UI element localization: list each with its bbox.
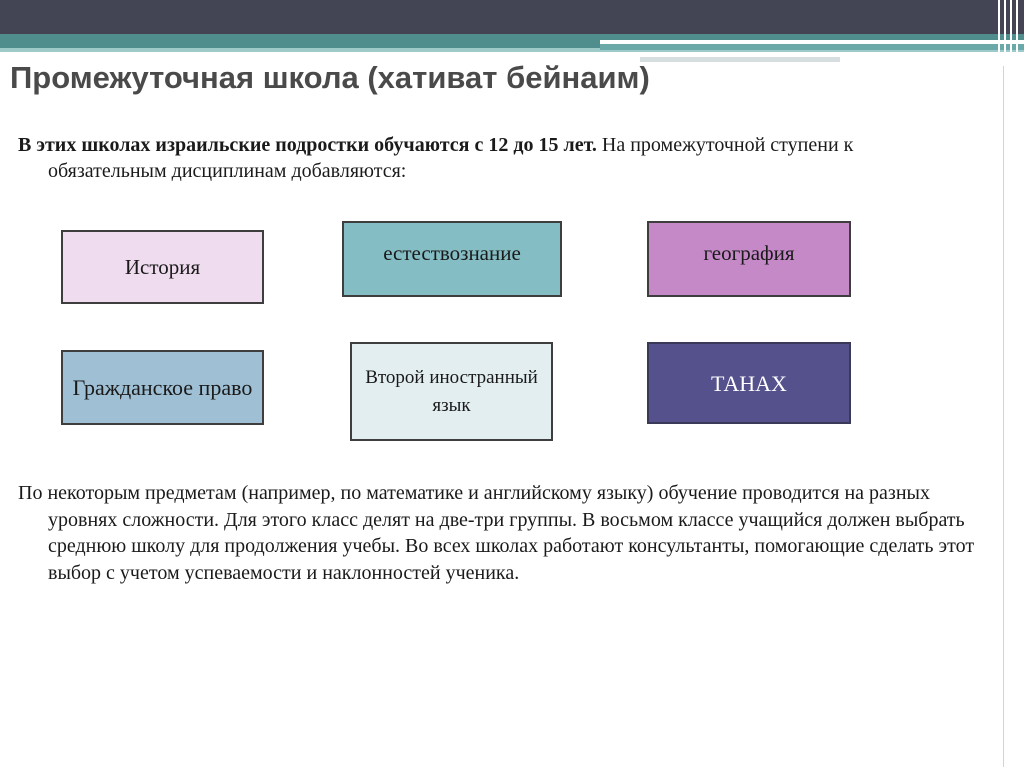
header-accent-line-3: [640, 57, 840, 62]
slide-title: Промежуточная школа (хативат бейнаим): [10, 60, 650, 95]
subject-box-tanakh: ТАНАХ: [647, 342, 851, 424]
header-accent-teal: [600, 44, 1024, 50]
subject-box-science: естествознание: [342, 221, 562, 297]
intro-bold-text: В этих школах израильские подростки обучаются с 12 до 15 лет.: [18, 134, 597, 156]
body-paragraph: По некоторым предметам (например, по математике и английскому языку) обучение проводится на разных уровнях сложности. Для этого класс делят на две-три группы. В восьмом классе учащийся должен выбрать среднюю школу для продолжения учебы. Во всех школах работают консультанты, помогающие сделать этот выбор с учетом успеваемости и наклонностей ученика.: [18, 482, 975, 584]
header-bar-dark: [0, 0, 1024, 34]
subject-box-second-language: Второй иностранный язык: [350, 342, 553, 441]
header-vertical-stripes: [994, 0, 1024, 66]
intro-text: [18, 132, 948, 184]
intro-rest-text: На промежуточной ступени к обязательным дисциплинам добавляются:: [48, 134, 854, 182]
right-border-line: [1003, 66, 1004, 767]
subject-box-civics: Гражданское право: [61, 350, 264, 425]
subject-box-geography: география: [647, 221, 851, 297]
subject-box-history: История: [61, 230, 264, 304]
